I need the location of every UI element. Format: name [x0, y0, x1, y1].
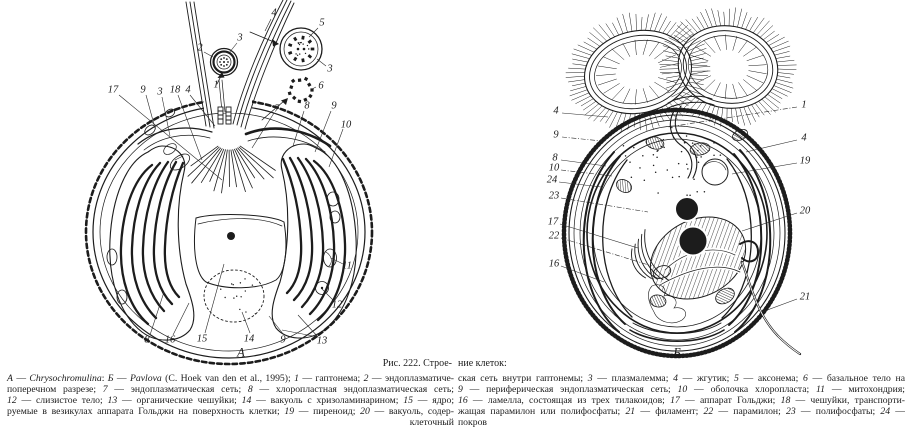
panel-b-illustration [220, 8, 800, 356]
panel-a-label-1-6: 1 [213, 79, 219, 91]
panel-a-label-3-1: 3 [237, 32, 243, 44]
panel-b-label-19-5: 19 [799, 155, 811, 167]
panel-a-label-4-2: 4 [271, 7, 277, 19]
panel-a-label-16-19: 16 [164, 334, 176, 346]
panel-b-label-9-2: 9 [553, 129, 559, 141]
panel-b-label-10-6: 10 [548, 162, 560, 174]
panel-a-label-8-13: 8 [304, 100, 310, 112]
panel-a-label-12-17: 12 [331, 299, 343, 311]
haptonema-cross-section [211, 49, 238, 76]
panel-a-label-13-23: 13 [316, 335, 328, 347]
panel-a-letter: А [237, 345, 245, 360]
panel-b-label-22-11: 22 [548, 230, 560, 242]
panel-a-label-15-20: 15 [196, 333, 208, 345]
panel-a-label-4-11: 4 [185, 84, 191, 96]
caption-line: А — Chrysochromulina: Б — Pavlova (C. Hoek van den et al., 1995); 1 — гаптонема; 2 — эндоплазматиче- [7, 373, 455, 384]
panel-a-label-3-9: 3 [157, 86, 163, 98]
panel-b-label-4-3: 4 [801, 132, 807, 144]
caption-line: 12 — слизистое тело; 13 — органические чешуйки; 14 — вакуоль с хризоламинарином; 15 — ядро; [7, 394, 455, 406]
panel-a-label-10-15: 10 [340, 119, 352, 131]
panel-b-label-20-9: 20 [799, 205, 811, 217]
basal-body-cross-section [288, 77, 314, 103]
panel-a-label-18-10: 18 [169, 84, 181, 96]
panel-a-label-17-7: 17 [107, 84, 119, 96]
panel-a-label-5-3: 5 [319, 17, 325, 29]
panel-b-letter: Б [673, 345, 681, 360]
panel-a-label-7-12: 7 [274, 103, 280, 115]
cytoplasm-stipple [220, 127, 721, 315]
panel-a-label-9-22: 9 [280, 334, 286, 346]
panel-b-label-23-8: 23 [548, 190, 560, 202]
panel-a-label-14-21: 14 [243, 333, 255, 345]
caption-line: 9 — периферическая эндоплазматическая сеть; 10 — оболочка хлоропласта; 11 — митохондрия; [458, 383, 905, 395]
panel-a-label-3-4: 3 [327, 63, 333, 75]
caption-line: 16 — ламелла, состоящая из трех тилакоидов; 17 — аппарат Гольджи; 18 — чешуйки, транспорти- [458, 394, 905, 406]
panel-b-label-4-0: 4 [553, 105, 559, 117]
panel-a-label-11-16: 11 [342, 260, 352, 272]
caption-title-right: ние клеток: [458, 358, 507, 369]
caption-line: поперечном разрезе; 7 — эндоплазматическая сеть; 8 — хлоропластная эндоплазматическая сеть; [7, 383, 455, 395]
panel-a-label-9-8: 9 [140, 84, 146, 96]
caption-line: покров [458, 416, 487, 428]
caption-line: руемые в везикулах аппарата Гольджи на поверхность клетки; 19 — пиреноид; 20 — вакуоль, содер- [7, 405, 454, 417]
panel-a-label-9-14: 9 [331, 100, 337, 112]
panel-b-label-17-10: 17 [547, 216, 559, 228]
caption-title-left: Рис. 222. Строе- [382, 358, 452, 369]
panel-a-label-8-18: 8 [144, 334, 150, 346]
panel-a-label-2-0: 2 [197, 42, 203, 54]
golgi-apparatus [188, 146, 275, 193]
panel-b-label-24-7: 24 [546, 174, 558, 186]
caption-line: клеточный [409, 416, 454, 428]
caption-line: жащая парамилон или полифосфаты; 21 — филамент; 22 — парамилон; 23 — полифосфаты; 24 — [458, 405, 905, 417]
panel-a-illustration [86, 0, 372, 364]
panel-b-label-1-1: 1 [801, 99, 807, 111]
caption-line: ская сеть внутри гаптонемы; 3 — плазмалемма; 4 — жгутик; 5 — аксонема; 6 — базальное тело на [458, 373, 906, 384]
panel-b-label-21-13: 21 [799, 291, 811, 303]
panel-a-label-6-5: 6 [318, 80, 324, 92]
panel-b-label-8-4: 8 [552, 152, 558, 164]
panel-b-label-16-12: 16 [548, 258, 560, 270]
flagellum-cross-section [280, 28, 322, 70]
